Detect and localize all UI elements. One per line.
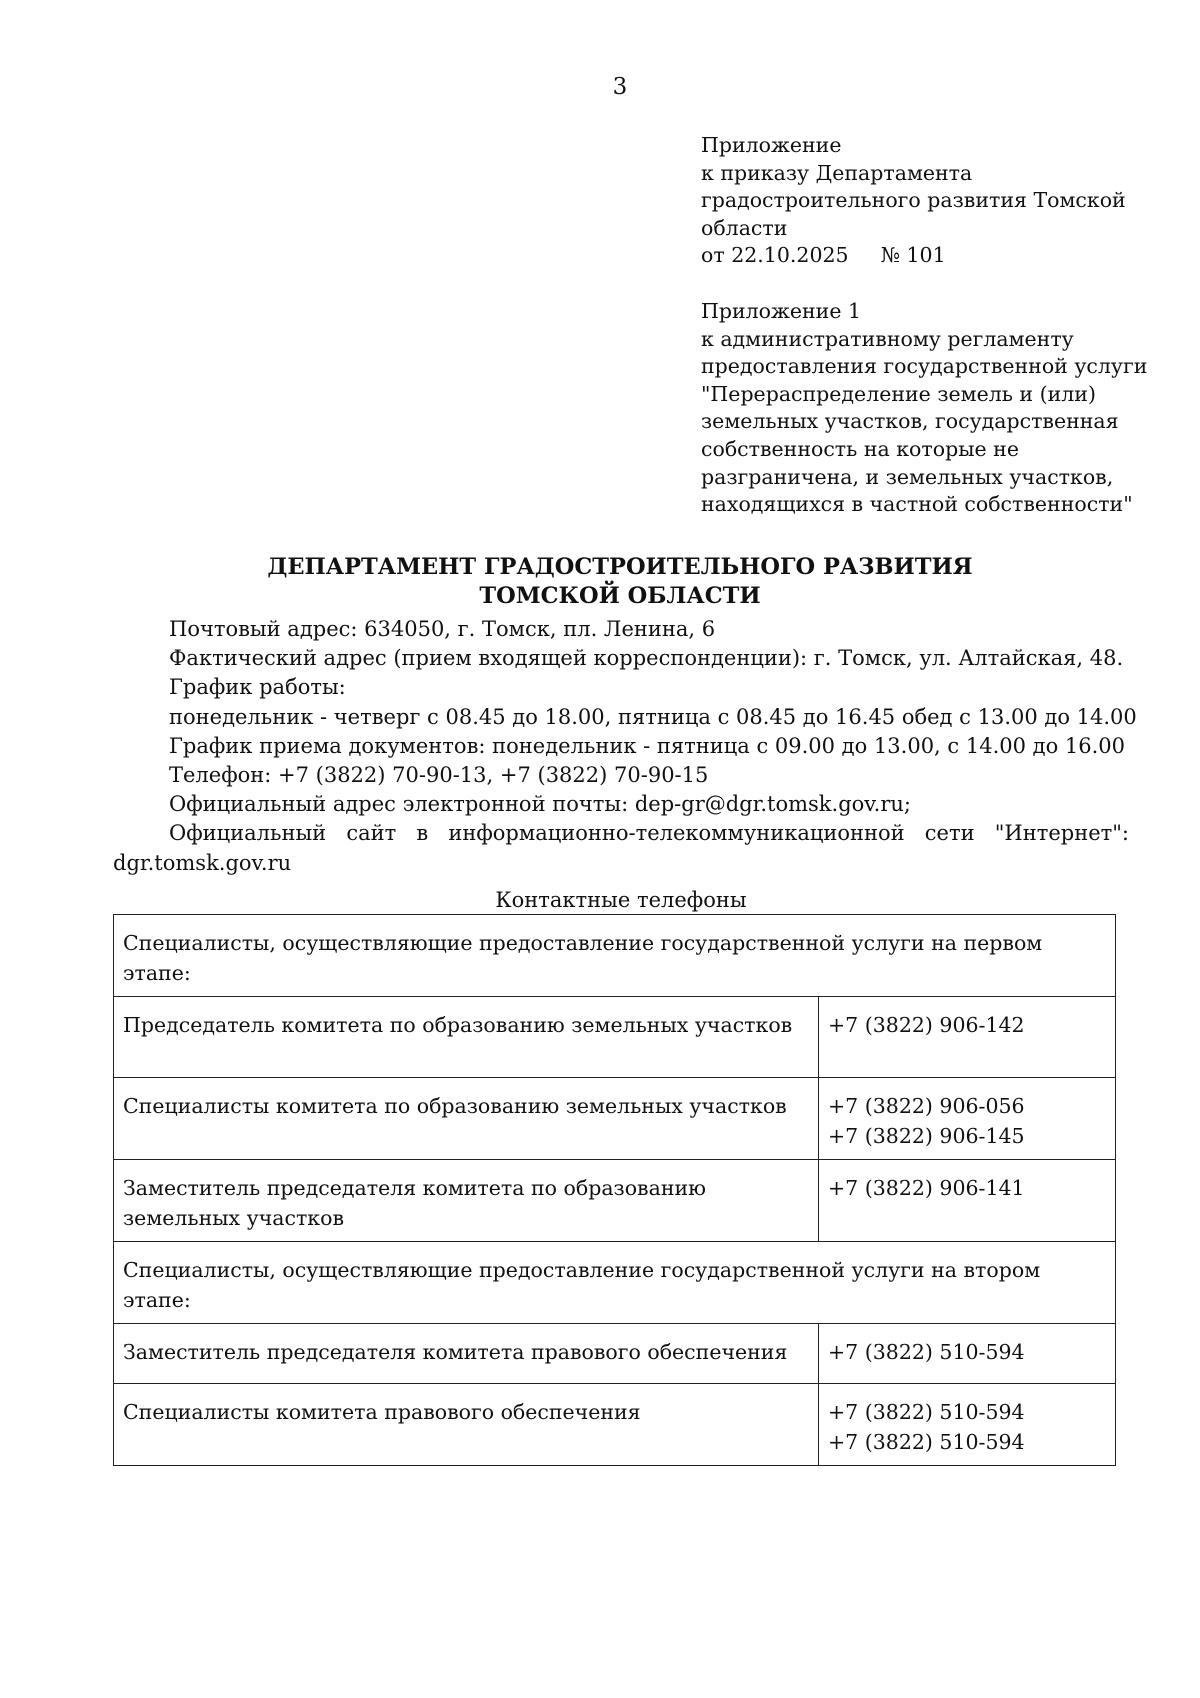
schedule-label: График работы: xyxy=(169,675,346,700)
phone-number: +7 (3822) 906-141 xyxy=(828,1176,1025,1200)
email-address: Официальный адрес электронной почты: dep-gr@dgr.tomsk.gov.ru; xyxy=(169,792,911,817)
role-cell: Председатель комитета по образованию земельных участков xyxy=(114,997,819,1078)
department-title xyxy=(110,553,1130,611)
table-row xyxy=(114,1324,1116,1384)
order-date-number-line xyxy=(701,242,1171,270)
appendix-order-line: области xyxy=(701,215,788,240)
phone-number: +7 (3822) 510-594 xyxy=(828,1340,1025,1364)
appendix-regulation-line: Приложение 1 xyxy=(701,299,862,323)
phone-number: +7 (3822) 510-594 xyxy=(828,1400,1025,1424)
stage-header-cell: Специалисты, осуществляющие предоставление государственной услуги на втором этапе: xyxy=(114,1242,1116,1324)
phone-cell xyxy=(819,1384,1116,1466)
department-title-line: ДЕПАРТАМЕНТ ГРАДОСТРОИТЕЛЬНОГО РАЗВИТИЯ xyxy=(267,554,973,580)
order-date: от 22.10.2025 xyxy=(701,243,849,268)
appendix-regulation-line: земельных участков, государственная xyxy=(701,409,1119,434)
appendix-regulation-line: разграничена, и земельных участков, xyxy=(701,464,1114,489)
table-row xyxy=(114,1242,1116,1324)
appendix-regulation-line: "Перераспределение земель и (или) xyxy=(701,381,1096,406)
role-cell: Специалисты комитета правового обеспечения xyxy=(114,1384,819,1466)
phone-cell xyxy=(819,1324,1116,1384)
appendix-regulation-line: находящихся в частной собственности" xyxy=(701,492,1133,517)
phone-cell xyxy=(819,997,1116,1078)
phone-number: +7 (3822) 906-142 xyxy=(828,1013,1025,1037)
table-row xyxy=(114,915,1116,997)
table-row xyxy=(114,997,1116,1078)
appendix-order-block xyxy=(701,132,1171,270)
phone-cell xyxy=(819,1160,1116,1242)
phone-number: +7 (3822) 906-056 xyxy=(828,1094,1025,1118)
contacts-table xyxy=(113,914,1116,1466)
role-cell: Заместитель председателя комитета по образованию земельных участков xyxy=(114,1160,819,1242)
page-number: 3 xyxy=(612,74,628,100)
phone-cell xyxy=(819,1078,1116,1160)
postal-address: Почтовый адрес: 634050, г. Томск, пл. Ленина, 6 xyxy=(169,617,716,641)
department-title-line: ТОМСКОЙ ОБЛАСТИ xyxy=(479,583,761,609)
appendix-order-line: градостроительного развития Томской xyxy=(701,188,1126,213)
appendix-regulation-line: к административному регламенту xyxy=(701,326,1074,351)
work-schedule: понедельник - четверг с 08.45 до 18.00, пятница с 08.45 до 16.45 обед с 13.00 до 14.00 xyxy=(169,704,1137,729)
table-caption: Контактные телефоны xyxy=(495,888,747,912)
appendix-order-line: к приказу Департамента xyxy=(701,160,973,185)
table-row xyxy=(114,1384,1116,1466)
appendix-regulation-line: собственность на которые не xyxy=(701,436,1019,461)
appendix-order-line: Приложение xyxy=(701,133,842,157)
role-cell: Специалисты комитета по образованию земельных участков xyxy=(114,1078,819,1160)
reception-schedule: График приема документов: понедельник - пятница с 09.00 до 13.00, с 14.00 до 16.00 xyxy=(169,733,1126,758)
appendix-regulation-line: предоставления государственной услуги xyxy=(701,354,1148,379)
phone-numbers: Телефон: +7 (3822) 70-90-13, +7 (3822) 70-90-15 xyxy=(169,763,709,788)
website: Официальный сайт в информационно-телекоммуникационной сети "Интернет": dgr.tomsk.gov.ru xyxy=(113,821,1129,875)
stage-header-cell: Специалисты, осуществляющие предоставление государственной услуги на первом этапе: xyxy=(114,915,1116,997)
phone-number: +7 (3822) 906-145 xyxy=(828,1123,1025,1148)
table-row xyxy=(114,1160,1116,1242)
department-info xyxy=(113,615,1137,878)
order-number: № 101 xyxy=(880,243,946,268)
role-cell: Заместитель председателя комитета правового обеспечения xyxy=(114,1324,819,1384)
actual-address: Фактический адрес (прием входящей корреспонденции): г. Томск, ул. Алтайская, 48. xyxy=(169,646,1124,671)
table-row xyxy=(114,1078,1116,1160)
phone-number: +7 (3822) 510-594 xyxy=(828,1429,1025,1454)
appendix-regulation-block xyxy=(701,298,1171,519)
